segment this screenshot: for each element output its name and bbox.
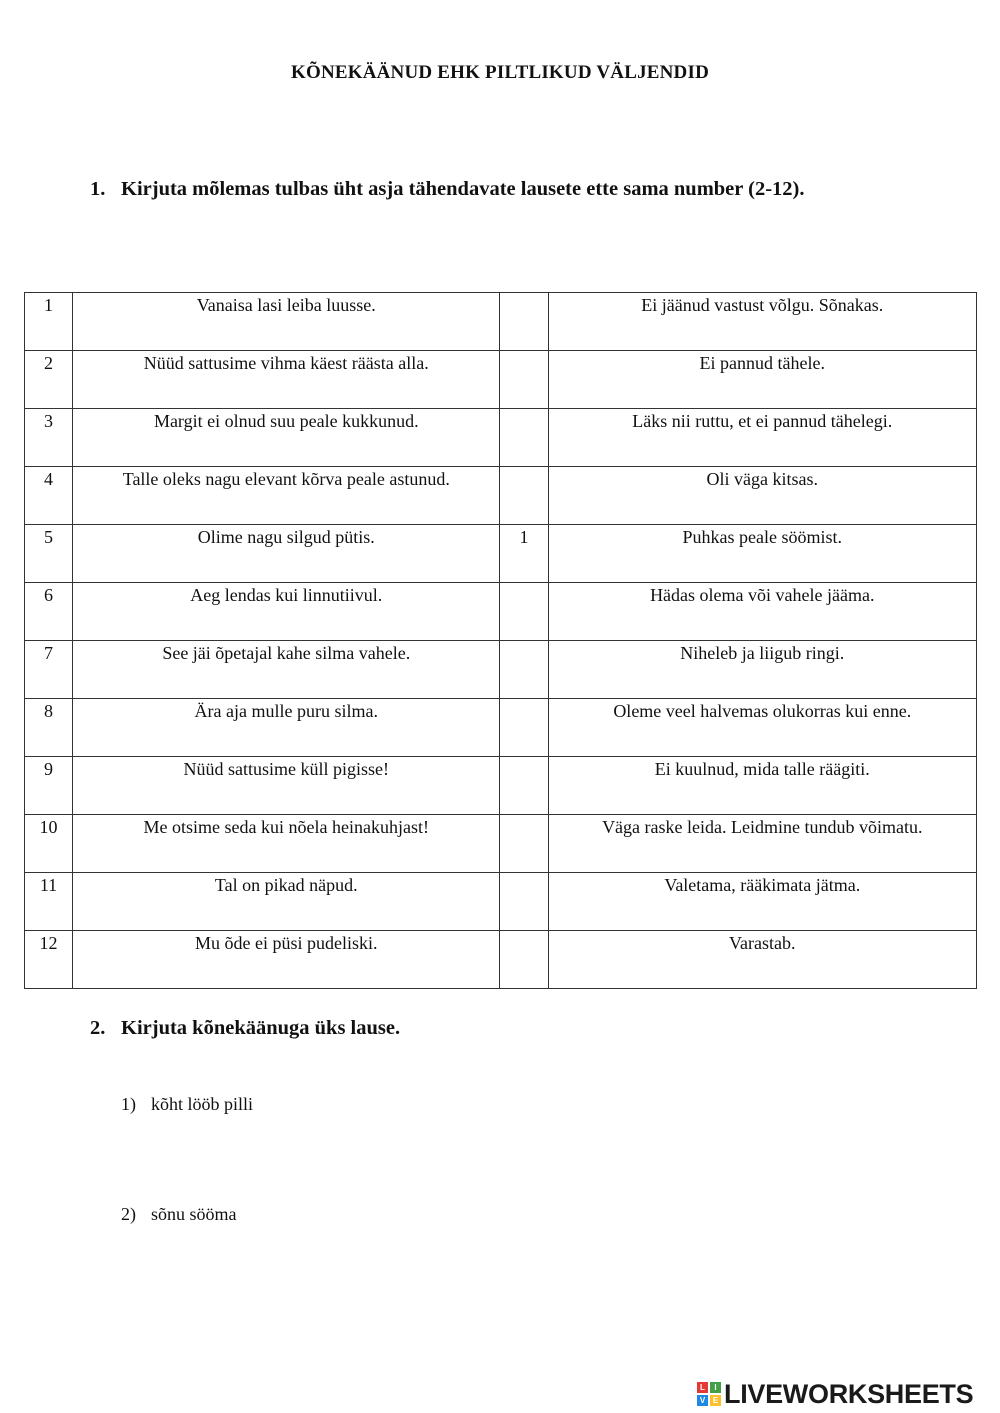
logo-mark-tile: I <box>710 1382 721 1393</box>
row-number: 1 <box>25 293 73 351</box>
meaning-cell: Puhkas peale söömist. <box>548 525 976 583</box>
row-number: 7 <box>25 641 73 699</box>
table-row <box>25 815 977 873</box>
phrase-cell: Aeg lendas kui linnutiivul. <box>73 583 500 641</box>
meaning-cell: Oleme veel halvemas olukorras kui enne. <box>548 699 976 757</box>
row-number: 11 <box>25 873 73 931</box>
meaning-cell: Väga raske leida. Leidmine tundub võimatu. <box>548 815 976 873</box>
meaning-cell: Läks nii ruttu, et ei pannud tähelegi. <box>548 409 976 467</box>
row-number: 8 <box>25 699 73 757</box>
phrase-cell: See jäi õpetajal kahe silma vahele. <box>73 641 500 699</box>
item-index: 2) <box>121 1204 136 1224</box>
liveworksheets-logo <box>697 1379 973 1409</box>
phrase-cell: Margit ei olnud suu peale kukkunud. <box>73 409 500 467</box>
row-number: 2 <box>25 351 73 409</box>
table-row <box>25 699 977 757</box>
item-index: 1) <box>121 1094 136 1114</box>
phrase-cell: Nüüd sattusime küll pigisse! <box>73 757 500 815</box>
answer-cell[interactable] <box>500 699 548 757</box>
task-1-heading <box>90 178 804 201</box>
phrase-cell: Mu õde ei püsi pudeliski. <box>73 931 500 989</box>
meaning-cell: Niheleb ja liigub ringi. <box>548 641 976 699</box>
page-title: KÕNEKÄÄNUD EHK PILTLIKUD VÄLJENDID <box>290 62 709 83</box>
table-row <box>25 293 977 351</box>
row-number: 6 <box>25 583 73 641</box>
item-text: kõht lööb pilli <box>151 1094 254 1114</box>
logo-mark-icon <box>697 1382 721 1406</box>
matching-table <box>24 292 977 989</box>
task-2-number: 2. <box>90 1017 106 1039</box>
row-number: 12 <box>25 931 73 989</box>
phrase-cell: Tal on pikad näpud. <box>73 873 500 931</box>
table-row <box>25 525 977 583</box>
task-2-item <box>121 1204 237 1225</box>
logo-mark-tile: V <box>697 1395 708 1406</box>
answer-cell[interactable] <box>500 815 548 873</box>
task-1-number: 1. <box>90 178 106 200</box>
meaning-cell: Oli väga kitsas. <box>548 467 976 525</box>
answer-cell[interactable] <box>500 293 548 351</box>
answer-cell[interactable] <box>500 467 548 525</box>
answer-cell[interactable] <box>500 641 548 699</box>
answer-cell[interactable] <box>500 583 548 641</box>
item-text: sõnu sööma <box>151 1204 237 1224</box>
phrase-cell: Talle oleks nagu elevant kõrva peale astunud. <box>73 467 500 525</box>
logo-text: LIVEWORKSHEETS <box>724 1378 974 1409</box>
logo-mark-tile: E <box>710 1395 721 1406</box>
meaning-cell: Ei kuulnud, mida talle räägiti. <box>548 757 976 815</box>
answer-cell[interactable] <box>500 757 548 815</box>
phrase-cell: Olime nagu silgud pütis. <box>73 525 500 583</box>
table-row <box>25 351 977 409</box>
task-1-text: Kirjuta mõlemas tulbas üht asja tähendavate lausete ette sama number (2-12). <box>121 178 805 200</box>
answer-cell[interactable] <box>500 873 548 931</box>
table-row <box>25 409 977 467</box>
row-number: 5 <box>25 525 73 583</box>
row-number: 4 <box>25 467 73 525</box>
meaning-cell: Varastab. <box>548 931 976 989</box>
answer-cell[interactable] <box>500 351 548 409</box>
task-2-item <box>121 1094 253 1115</box>
row-number: 9 <box>25 757 73 815</box>
table-row <box>25 757 977 815</box>
phrase-cell: Nüüd sattusime vihma käest räästa alla. <box>73 351 500 409</box>
task-2-text: Kirjuta kõnekäänuga üks lause. <box>121 1017 401 1039</box>
meaning-cell: Ei pannud tähele. <box>548 351 976 409</box>
phrase-cell: Vanaisa lasi leiba luusse. <box>73 293 500 351</box>
row-number: 3 <box>25 409 73 467</box>
phrase-cell: Ära aja mulle puru silma. <box>73 699 500 757</box>
table-row <box>25 583 977 641</box>
logo-mark-tile: L <box>697 1382 708 1393</box>
meaning-cell: Valetama, rääkimata jätma. <box>548 873 976 931</box>
row-number: 10 <box>25 815 73 873</box>
meaning-cell: Hädas olema või vahele jääma. <box>548 583 976 641</box>
table-row <box>25 467 977 525</box>
phrase-cell: Me otsime seda kui nõela heinakuhjast! <box>73 815 500 873</box>
task-2-heading <box>90 1017 400 1040</box>
answer-cell[interactable] <box>500 931 548 989</box>
table-row <box>25 931 977 989</box>
meaning-cell: Ei jäänud vastust võlgu. Sõnakas. <box>548 293 976 351</box>
answer-cell[interactable]: 1 <box>500 525 548 583</box>
table-row <box>25 873 977 931</box>
answer-cell[interactable] <box>500 409 548 467</box>
table-row <box>25 641 977 699</box>
